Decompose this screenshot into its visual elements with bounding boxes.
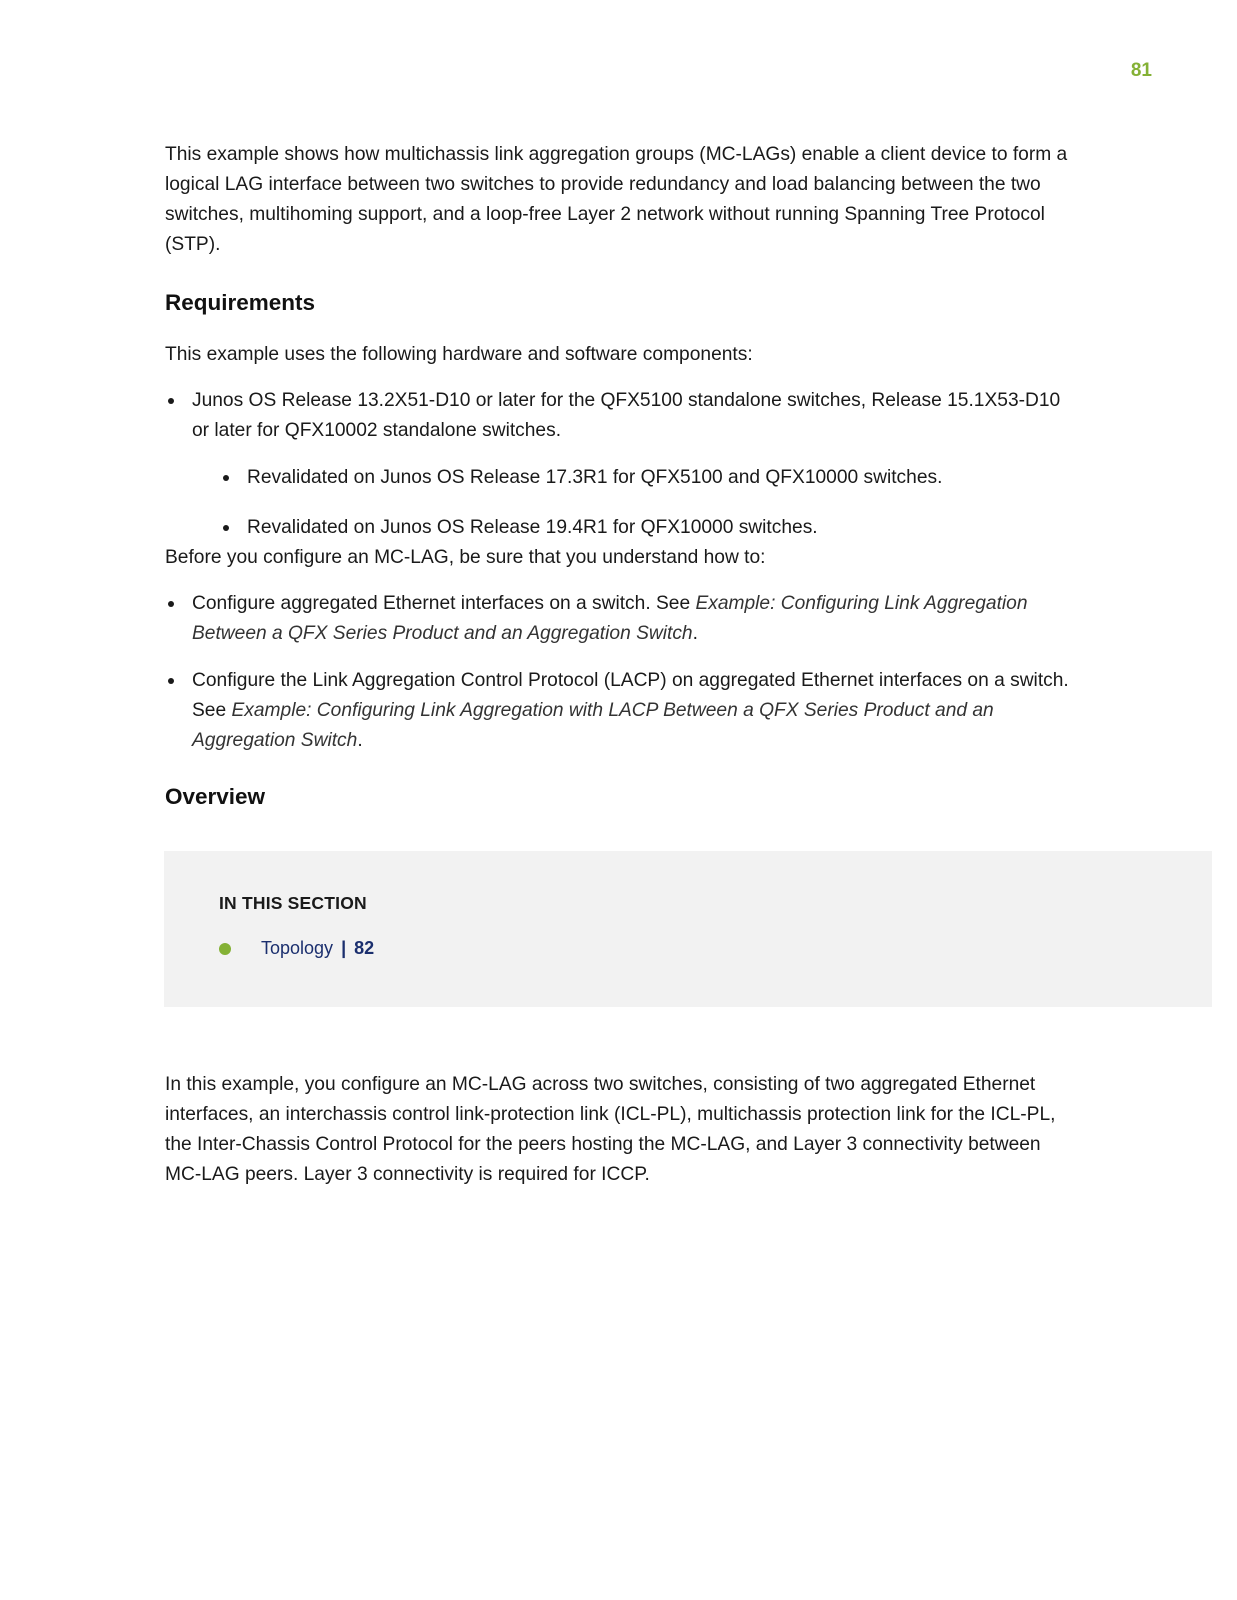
prereq-suffix: . [692, 623, 698, 644]
main-content [165, 140, 1075, 834]
overview-heading: Overview [165, 784, 266, 809]
toc-separator: | [341, 938, 347, 958]
list-item [165, 386, 1075, 543]
page-number: 81 [1130, 60, 1152, 81]
doc-link[interactable]: Example: Configuring Link Aggregation Between a QFX Series Product and an Aggregation Switch [192, 593, 1028, 644]
requirements-heading: Requirements [165, 290, 316, 315]
intro-paragraph: This example shows how multichassis link aggregation groups (MC-LAGs) enable a client device to form a logical LAG interface between two switches to provide redundancy and load balancing between the two switches, multihoming support, and a loop-free Layer 2 network without running Spanning Tree Protocol (STP). [165, 144, 1068, 255]
requirement-sub-list [220, 463, 1075, 543]
list-item [165, 589, 1075, 649]
in-this-section-title: IN THIS SECTION [219, 893, 367, 913]
requirements-list [165, 386, 1075, 543]
list-item: Revalidated on Junos OS Release 19.4R1 for QFX10000 switches. [220, 513, 1075, 543]
list-item [165, 666, 1075, 756]
prereq-list [165, 589, 1075, 756]
prereq-lead: Before you configure an MC-LAG, be sure that you understand how to: [165, 547, 766, 568]
prereq-text: Configure the Link Aggregation Control Protocol (LACP) on aggregated Ethernet interfaces on a switch. See [192, 670, 1069, 721]
toc-page-number[interactable]: 82 [354, 938, 375, 958]
list-item: Revalidated on Junos OS Release 17.3R1 for QFX5100 and QFX10000 switches. [220, 463, 1075, 493]
prereq-suffix: . [357, 730, 363, 751]
toc-link-label[interactable]: Topology [261, 938, 334, 958]
overview-body [165, 1070, 1070, 1190]
requirement-text: Junos OS Release 13.2X51-D10 or later for the QFX5100 standalone switches, Release 15.1X53-D10 or later for QFX10002 standalone switches. [192, 390, 1061, 441]
requirements-lead: This example uses the following hardware and software components: [165, 344, 753, 365]
doc-link[interactable]: Example: Configuring Link Aggregation with LACP Between a QFX Series Product and an Aggregation Switch [192, 700, 994, 751]
prereq-text: Configure aggregated Ethernet interfaces on a switch. See [192, 593, 696, 614]
in-this-section-box [164, 851, 1212, 1007]
bullet-dot-icon [219, 943, 231, 955]
toc-item-topology[interactable] [219, 938, 374, 959]
overview-paragraph: In this example, you configure an MC-LAG across two switches, consisting of two aggregated Ethernet interfaces, an interchassis control link-protection link (ICL-PL), multichassis protection link for the ICL-PL, the Inter-Chassis Control Protocol for the peers hosting the MC-LAG, and Layer 3 connectivity between MC-LAG peers. Layer 3 connectivity is required for ICCP. [165, 1074, 1056, 1185]
